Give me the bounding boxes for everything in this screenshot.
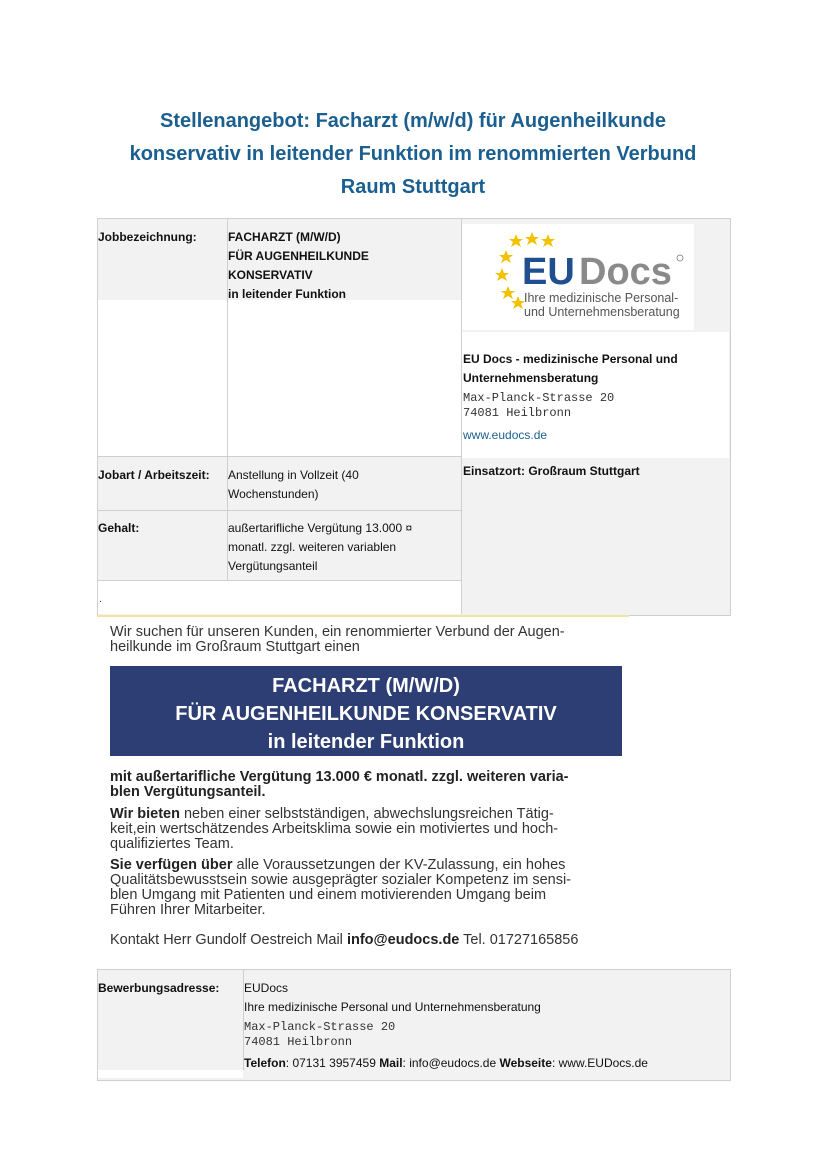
ad-intro-line: heilkunde im Großraum Stuttgart einen [110, 639, 360, 655]
ad-salary-line: mit außertarifliche Vergütung 13.000 € monatl. zzgl. weiteren varia- [110, 769, 569, 785]
logo-eu-text: EU [522, 251, 575, 293]
company-name-line: EU Docs - medizinische Personal und [463, 352, 678, 366]
eudocs-logo [462, 224, 694, 330]
ad-req-line: Führen Ihrer Mitarbeiter. [110, 902, 266, 918]
table-blank-cell [98, 1070, 243, 1078]
label-gehalt: Gehalt: [98, 521, 140, 535]
job-title-value [228, 228, 369, 304]
ad-intro-line: Wir suchen für unseren Kunden, ein renommierter Verbund der Augen- [110, 624, 565, 640]
gehalt-line: monatl. zzgl. weiteren variablen [228, 540, 397, 554]
mail-value[interactable]: : info@eudocs.de [402, 1056, 500, 1070]
dot-mark: . [99, 594, 102, 605]
ad-contact-text: Kontakt Herr Gundolf Oestreich Mail [110, 932, 347, 948]
ad-req-text: alle Voraussetzungen der KV-Zulassung, ein hohes [232, 857, 566, 873]
ad-req-line: blen Umgang mit Patienten und einem motivierenden Umgang beim [110, 887, 547, 903]
web-label: Webseite [499, 1056, 552, 1070]
gehalt-line: außertarifliche Vergütung 13.000 ¤ [228, 521, 413, 535]
logo-docs-text: Docs [579, 251, 672, 293]
job-title-line: KONSERVATIV [228, 268, 313, 282]
ad-req-bold: Sie verfügen über [110, 857, 233, 873]
company-name [463, 350, 678, 388]
einsatzort: Einsatzort: Großraum Stuttgart [463, 464, 640, 478]
jobart-value [228, 466, 359, 504]
ad-offer-text: neben einer selbstständigen, abwechslungsreichen Tätig- [179, 806, 554, 822]
banner-line: FÜR AUGENHEILKUNDE KONSERVATIV [175, 703, 557, 725]
ad-banner [110, 666, 622, 756]
company-name-line: Unternehmensberatung [463, 371, 599, 385]
label-bewerbungsadresse: Bewerbungsadresse: [98, 981, 220, 995]
ad-req-line: Qualitätsbewusstsein sowie ausgeprägter sozialer Kompetenz im sensi- [110, 872, 571, 888]
title-line: Stellenangebot: Facharzt (m/w/d) für Augenheilkunde [160, 110, 666, 132]
ad-top-rule [97, 615, 629, 617]
application-street: Max-Planck-Strasse 20 [244, 1020, 396, 1034]
phone-value: : 07131 3957459 [285, 1056, 380, 1070]
logo-tagline: Ihre medizinische Personal- [524, 291, 679, 305]
job-title-line: FÜR AUGENHEILKUNDE [228, 249, 369, 263]
application-company: EUDocs [244, 981, 289, 995]
jobart-line: Wochenstunden) [228, 487, 319, 501]
company-address [463, 391, 614, 421]
gehalt-value [228, 519, 412, 576]
banner-line: in leitender Funktion [267, 731, 465, 753]
ad-salary-line: blen Vergütungsanteil. [110, 784, 266, 800]
ad-intro [110, 625, 630, 655]
logo-tagline: und Unternehmensberatung [524, 305, 680, 319]
label-jobbezeichnung: Jobbezeichnung: [98, 230, 197, 244]
ad-salary [110, 770, 630, 800]
table-blank-cell [98, 300, 227, 456]
ad-contact-mail[interactable]: info@eudocs.de [346, 932, 460, 948]
table-blank-cell [228, 300, 461, 456]
ad-contact-tel: Tel. 01727165856 [459, 932, 579, 948]
job-title-line: in leitender Funktion [228, 287, 347, 301]
logo-stars-icon [462, 224, 694, 330]
application-subtitle: Ihre medizinische Personal und Unternehmensberatung [244, 1000, 541, 1014]
job-title-line: FACHARZT (M/W/D) [228, 230, 341, 244]
gehalt-line: Vergütungsanteil [228, 559, 318, 573]
application-contact-line [244, 1054, 648, 1073]
phone-label: Telefon [244, 1056, 286, 1070]
title-line: konservativ in leitender Funktion im renommierten Verbund [129, 143, 697, 165]
table-blank-cell [98, 581, 461, 614]
jobart-line: Anstellung in Vollzeit (40 [228, 468, 359, 482]
company-website-link[interactable]: www.eudocs.de [463, 428, 548, 442]
page-title [60, 105, 766, 204]
title-line: Raum Stuttgart [340, 176, 486, 198]
application-address [244, 1020, 395, 1050]
ad-offer [110, 807, 630, 852]
application-city: 74081 Heilbronn [244, 1035, 353, 1049]
ad-contact [110, 933, 630, 948]
company-city: 74081 Heilbronn [463, 406, 572, 420]
label-jobart: Jobart / Arbeitszeit: [98, 468, 210, 482]
company-street: Max-Planck-Strasse 20 [463, 391, 615, 405]
banner-line: FACHARZT (M/W/D) [272, 675, 460, 697]
web-value[interactable]: : www.EUDocs.de [551, 1056, 648, 1070]
ad-requirements [110, 858, 630, 918]
ad-offer-bold: Wir bieten [110, 806, 180, 822]
mail-label: Mail [379, 1056, 403, 1070]
ad-offer-line: keit,ein wertschätzendes Arbeitsklima sowie ein motiviertes und hoch- [110, 821, 559, 837]
ad-offer-line: qualifiziertes Team. [110, 836, 234, 852]
